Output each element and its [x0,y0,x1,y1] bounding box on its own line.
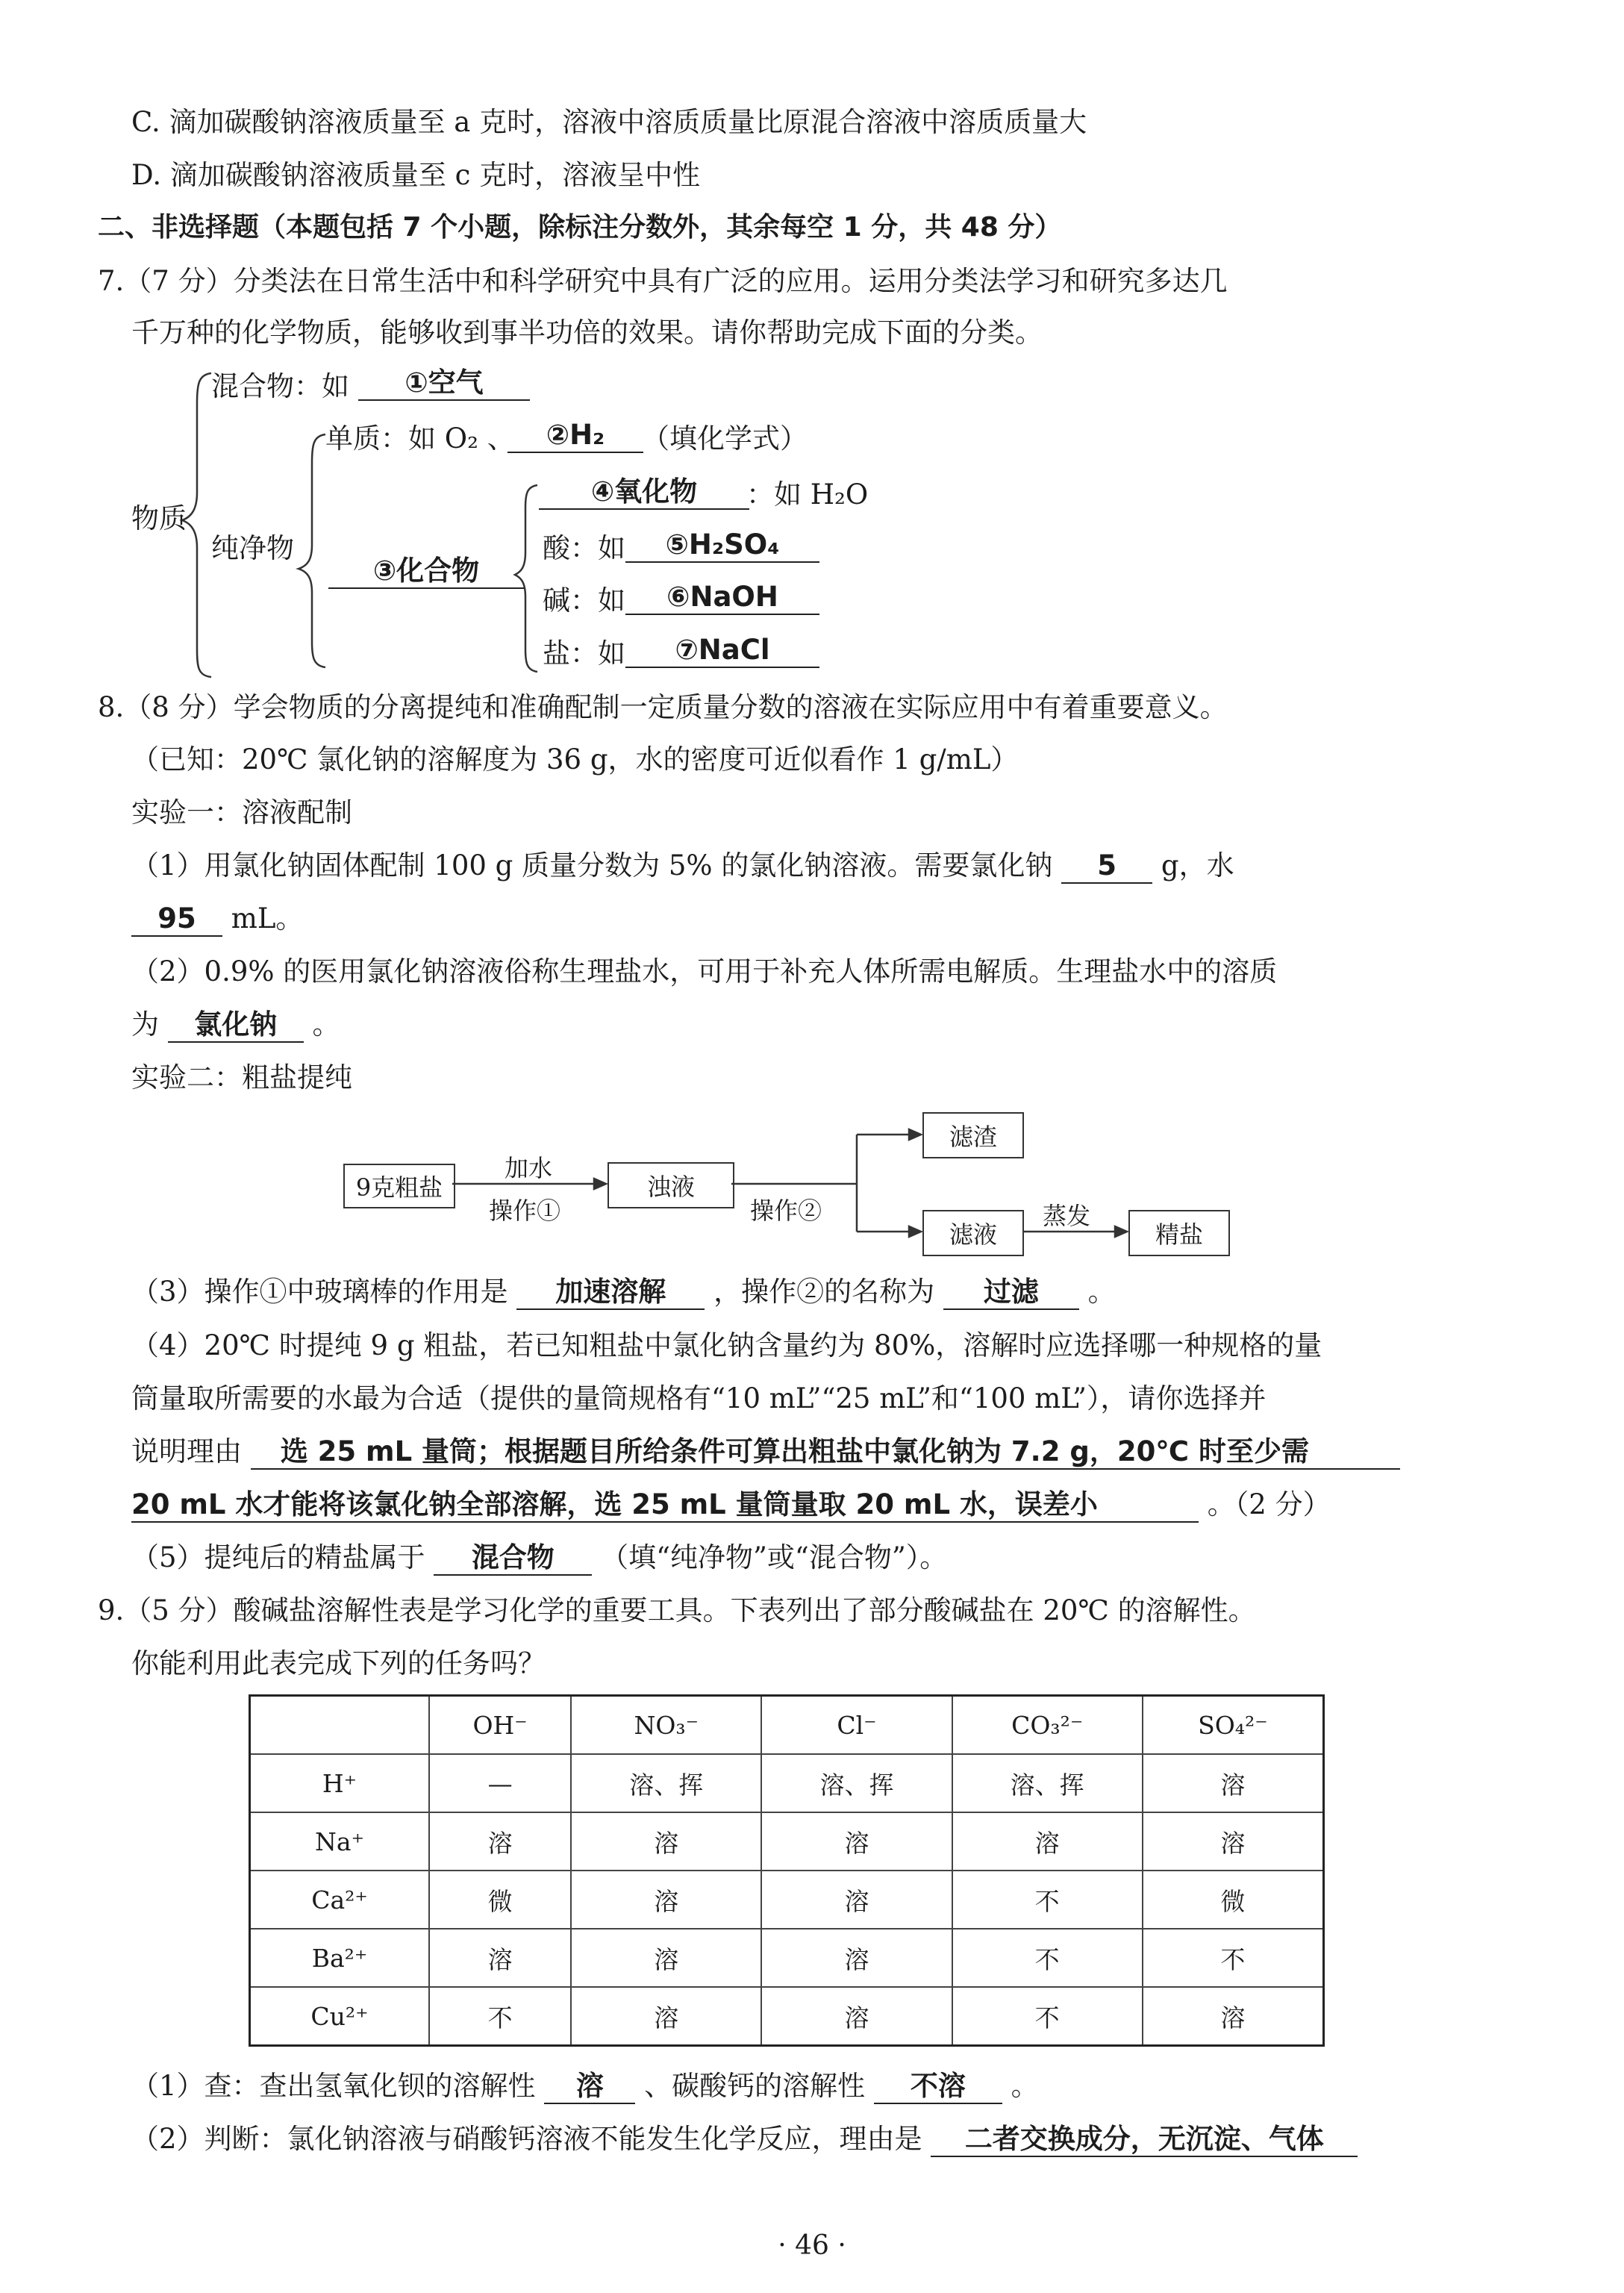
q8-p5-answer: 混合物 [434,1542,592,1576]
table-cell: Na⁺ [250,1812,430,1871]
brace-pure [299,434,325,667]
table-cell: — [429,1754,571,1812]
table-cell: 不 [952,1987,1143,2046]
base-answer: ⑥NaOH [625,581,819,615]
table-row [250,1987,1324,2046]
q9-line2: 你能利用此表完成下列的任务吗？ [131,1647,546,1679]
table-cell: 溶 [761,1987,952,2046]
table-cell: 溶 [1143,1987,1324,2046]
q8-p2-end: 。 [312,1008,340,1041]
q9-p2 [131,2124,1358,2157]
flow-box-start: 9克粗盐 [343,1164,455,1208]
q9-p1-mid: 、碳酸钙的溶解性 [644,2070,866,2102]
q8-p4-line2: 筒量取所需要的水最为合适（提供的量筒规格有“10 mL”“25 mL”和“100 mL”），请你选择并 [131,1382,1267,1414]
table-cell: 溶 [952,1812,1143,1871]
table-cell: 不 [1143,1929,1324,1987]
q8-known: （已知：20℃ 氯化钠的溶解度为 36 g，水的密度可近似看作 1 g/mL） [131,743,1019,776]
q7-line2: 千万种的化学物质，能够收到事半功倍的效果。请你帮助完成下面的分类。 [131,316,1043,349]
pure-label: 纯净物 [211,532,294,564]
flow-box-refined-salt: 精盐 [1128,1210,1230,1256]
q8-p2-pre: 为 [131,1008,159,1041]
exp1-title: 实验一：溶液配制 [131,796,352,829]
q8-p1-text: （1）用氯化钠固体配制 100 g 质量分数为 5% 的氯化钠溶液。需要氯化钠 [131,849,1053,882]
acid-label: 酸：如 [543,532,625,564]
table-header-cell: SO₄²⁻ [1143,1696,1324,1755]
acid-answer: ⑤H₂SO₄ [625,529,819,563]
option-c: C. 滴加碳酸钠溶液质量至 a 克时，溶液中溶质质量比原混合溶液中溶质质量大 [131,106,1087,138]
q8-p4-pre: 说明理由 [131,1435,242,1467]
table-cell: 溶、挥 [571,1754,761,1812]
table-header-cell: NO₃⁻ [571,1696,761,1755]
q8-p1-answer-nacl: 5 [1061,850,1152,884]
q9-p1-text: （1）查：查出氢氧化钡的溶解性 [131,2070,536,2102]
compound-answer: ③化合物 [328,555,524,589]
q9-p1-end: 。 [1011,2070,1039,2102]
q8-p4-answer-b: 20 mL 水才能将该氯化钠全部溶解，选 25 mL 量筒量取 20 mL 水，误差小 [131,1489,1199,1523]
table-cell: Cu²⁺ [250,1987,430,2046]
table-cell: Ba²⁺ [250,1929,430,1987]
q8-p5-end: （填“纯净物”或“混合物”）。 [601,1541,948,1573]
table-cell: 溶 [761,1929,952,1987]
base-label: 碱：如 [543,584,625,617]
q8-p5-text: （5）提纯后的精盐属于 [131,1541,425,1573]
q8-p3-answer1: 加速溶解 [516,1276,705,1310]
exp2-title: 实验二：粗盐提纯 [131,1061,352,1094]
element-label: 单质：如 O₂ 、 [325,422,515,455]
q8-p2-answer: 氯化钠 [168,1009,304,1043]
table-header-cell: CO₃²⁻ [952,1696,1143,1755]
table-row [250,1754,1324,1812]
q8-p4-line1: （4）20℃ 时提纯 9 g 粗盐，若已知粗盐中氯化钠含量约为 80%，溶解时应选择哪一种规格的量 [131,1329,1322,1361]
table-cell: 溶、挥 [952,1754,1143,1812]
table-cell: 溶、挥 [761,1754,952,1812]
flow-arrow3-label: 蒸发 [1043,1202,1091,1230]
q8-p4-end: 。（2 分） [1207,1488,1331,1520]
table-cell: H⁺ [250,1754,430,1812]
q8-p2-cont [131,1009,340,1043]
flow-arrow2-label: 操作② [750,1197,822,1225]
solubility-table [249,1694,1325,2047]
q8-p4-line3 [131,1436,1400,1470]
element-note: （填化学式） [642,422,808,455]
oxide-answer: ④氧化物 [539,476,749,510]
q8-p3-text: （3）操作①中玻璃棒的作用是 [131,1276,508,1308]
table-row [250,1929,1324,1987]
q9-p1-answer2: 不溶 [874,2071,1002,2104]
table-cell: 溶 [761,1812,952,1871]
table-cell: 溶 [761,1871,952,1929]
q8-p2: （2）0.9% 的医用氯化钠溶液俗称生理盐水，可用于补充人体所需电解质。生理盐水中的溶质 [131,955,1278,988]
table-cell: 溶 [429,1929,571,1987]
q8-p1-answer-water: 95 [131,903,222,937]
table-cell: 不 [429,1987,571,2046]
mixture-label: 混合物：如 [211,370,349,402]
flow-arrow1-bottom: 操作① [489,1197,561,1225]
element-answer: ②H₂ [508,419,643,453]
table-cell: 溶 [571,1987,761,2046]
table-cell: 溶 [571,1929,761,1987]
q8-p3-end: 。 [1087,1276,1116,1308]
q8-p4-answer-a: 选 25 mL 量筒；根据题目所给条件可算出粗盐中氯化钠为 7.2 g，20℃ 时至少需 [251,1436,1400,1470]
table-cell: 溶 [1143,1754,1324,1812]
flow-box-filtrate: 滤液 [922,1210,1024,1256]
q8-p3 [131,1276,1116,1310]
q9-p2-text: （2）判断：氯化钠溶液与硝酸钙溶液不能发生化学反应，理由是 [131,2123,922,2155]
q7-line1: 7.（7 分）分类法在日常生活中和科学研究中具有广泛的应用。运用分类法学习和研究多达几 [98,265,1228,297]
table-header-row [250,1696,1324,1755]
table-cell: 不 [952,1871,1143,1929]
page-number: · 46 · [778,2230,846,2261]
q8-p1-cont [131,903,303,937]
table-cell: 微 [1143,1871,1324,1929]
q8-line1: 8.（8 分）学会物质的分离提纯和准确配制一定质量分数的溶液在实际应用中有着重要意义。 [98,691,1228,723]
q8-p1 [131,850,1234,884]
table-cell: 溶 [571,1871,761,1929]
q8-p1-mid: g，水 [1161,849,1234,882]
q9-p1-answer1: 溶 [544,2071,635,2104]
q8-p4-line4 [131,1489,1331,1523]
q9-line1: 9.（5 分）酸碱盐溶解性表是学习化学的重要工具。下表列出了部分酸碱盐在 20℃ 的溶解性。 [98,1594,1256,1626]
table-cell: 微 [429,1871,571,1929]
table-cell: 溶 [571,1812,761,1871]
table-cell: 溶 [429,1812,571,1871]
q8-p3-mid: ，操作②的名称为 [713,1276,935,1308]
table-row [250,1812,1324,1871]
table-header-cell [250,1696,430,1755]
table-row [250,1871,1324,1929]
q8-p5 [131,1542,947,1576]
option-d: D. 滴加碳酸钠溶液质量至 c 克时，溶液呈中性 [131,159,701,191]
root-label: 物质 [131,502,187,534]
flow-box-residue: 滤渣 [922,1112,1024,1158]
table-cell: 不 [952,1929,1143,1987]
mixture-answer: ①空气 [358,367,530,401]
table-cell: Ca²⁺ [250,1871,430,1929]
q9-p2-answer: 二者交换成分，无沉淀、气体 [931,2124,1358,2157]
flow-arrows [0,1105,1624,1269]
flow-box-turbid: 浊液 [608,1162,734,1208]
table-header-cell: Cl⁻ [761,1696,952,1755]
salt-label: 盐：如 [543,637,625,670]
flow-arrow1-top: 加水 [505,1154,553,1182]
table-cell: 溶 [1143,1812,1324,1871]
oxide-suffix: ：如 H₂O [746,478,869,511]
q8-p3-answer2: 过滤 [943,1276,1079,1310]
section-heading: 二、非选择题（本题包括 7 个小题，除标注分数外，其余每空 1 分，共 48 分） [98,212,1062,243]
q9-p1 [131,2071,1039,2104]
salt-answer: ⑦NaCl [625,634,819,668]
q8-p1-end: mL。 [231,902,304,935]
table-header-cell: OH⁻ [429,1696,571,1755]
